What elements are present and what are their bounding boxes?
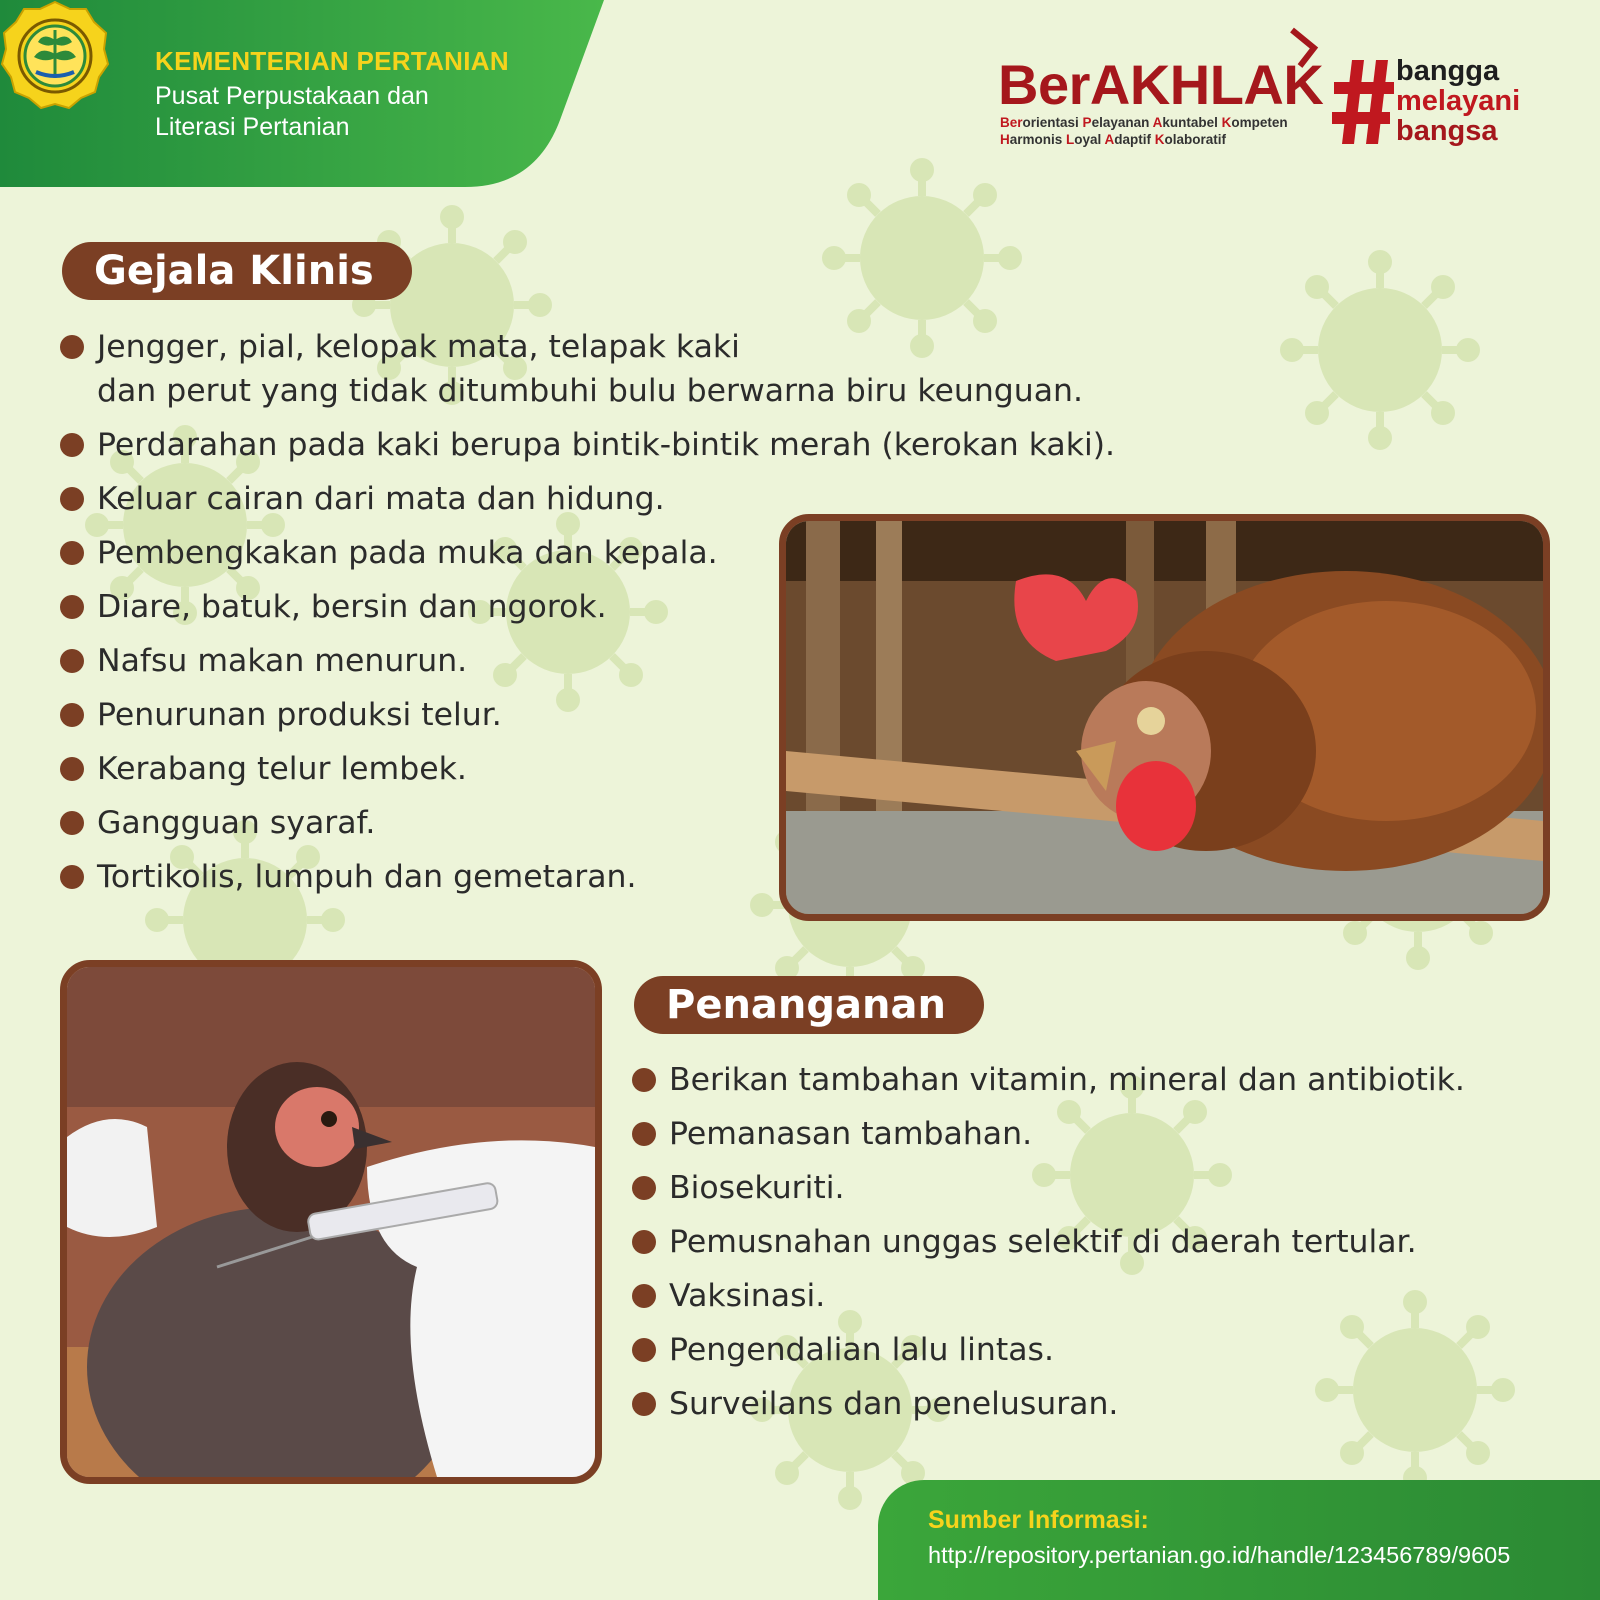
list-item: Nafsu makan menurun. (60, 639, 1220, 683)
list-item: Pengendalian lalu lintas. (632, 1328, 1532, 1372)
list-item: Tortikolis, lumpuh dan gemetaran. (60, 855, 1220, 899)
bullet-icon (60, 433, 84, 457)
list-item: Keluar cairan dari mata dan hidung. (60, 477, 1220, 521)
list-item: Jengger, pial, kelopak mata, telapak kaki (60, 325, 1220, 369)
list-item: Vaksinasi. (632, 1274, 1532, 1318)
list-item: Pembengkakan pada muka dan kepala. (60, 531, 1220, 575)
list-item: Pemanasan tambahan. (632, 1112, 1532, 1156)
bullet-icon (60, 595, 84, 619)
list-item: Kerabang telur lembek. (60, 747, 1220, 791)
unit-name-line2: Literasi Pertanian (155, 113, 350, 141)
bullet-icon (632, 1338, 656, 1362)
tagline-word-2: melayani (1396, 85, 1521, 117)
unit-name-line1: Pusat Perpustakaan dan (155, 82, 429, 110)
penanganan-list (632, 1058, 1532, 1436)
list-item: Pemusnahan unggas selektif di daerah tertular. (632, 1220, 1532, 1264)
bullet-icon (60, 649, 84, 673)
bullet-icon (632, 1284, 656, 1308)
bullet-icon (60, 487, 84, 511)
bullet-icon (60, 757, 84, 781)
bullet-icon (632, 1230, 656, 1254)
bullet-icon (60, 541, 84, 565)
section-title-penanganan: Penanganan (634, 976, 984, 1034)
source-url-link[interactable]: http://repository.pertanian.go.id/handle/123456789/9605 (928, 1542, 1511, 1568)
list-item: Perdarahan pada kaki berupa bintik-bintik merah (kerokan kaki). (60, 423, 1220, 467)
source-label: Sumber Informasi: (928, 1506, 1149, 1534)
bullet-icon (632, 1176, 656, 1200)
bangga-tagline (1396, 56, 1520, 146)
ministry-logo-icon (0, 0, 110, 110)
bullet-icon (60, 703, 84, 727)
berakhlak-logo (998, 52, 1328, 152)
tagline-word-3: bangsa (1396, 115, 1498, 147)
berakhlak-title: BerAKHLAK (998, 53, 1324, 116)
header-ribbon (0, 0, 610, 187)
section-title-gejala-klinis: Gejala Klinis (62, 242, 412, 300)
list-item: Diare, batuk, bersin dan ngorok. (60, 585, 1220, 629)
sick-hen-illustration (786, 521, 1543, 914)
list-item: Penurunan produksi telur. (60, 693, 1220, 737)
berakhlak-subtitle (1000, 114, 1288, 148)
source-info-box (878, 1480, 1600, 1600)
list-item: Biosekuriti. (632, 1166, 1532, 1210)
bullet-icon (60, 811, 84, 835)
photo-sick-hen-in-cage (779, 514, 1550, 921)
berakhlak-subtitle-line1: Berorientasi Pelayanan Akuntabel Kompeten (1000, 115, 1288, 130)
ministry-name-block (155, 46, 509, 143)
vaccination-illustration (67, 967, 595, 1477)
berakhlak-subtitle-line2: Harmonis Loyal Adaptif Kolaboratif (1000, 132, 1227, 147)
photo-chicken-vaccination (60, 960, 602, 1484)
list-item: Berikan tambahan vitamin, mineral dan antibiotik. (632, 1058, 1532, 1102)
ministry-name: KEMENTERIAN PERTANIAN (155, 46, 509, 76)
hashtag-icon (1332, 54, 1396, 146)
bullet-icon (632, 1068, 656, 1092)
bullet-icon (60, 335, 84, 359)
list-item: Gangguan syaraf. (60, 801, 1220, 845)
list-item: Surveilans dan penelusuran. (632, 1382, 1532, 1426)
bullet-icon (632, 1122, 656, 1146)
tagline-word-1: bangga (1396, 55, 1500, 87)
bangga-melayani-bangsa-logo (1332, 54, 1552, 154)
list-item-continuation: dan perut yang tidak ditumbuhi bulu berwarna biru keunguan. (97, 373, 1084, 409)
bullet-icon (632, 1392, 656, 1416)
chevron-right-icon (1288, 26, 1322, 70)
bullet-icon (60, 865, 84, 889)
